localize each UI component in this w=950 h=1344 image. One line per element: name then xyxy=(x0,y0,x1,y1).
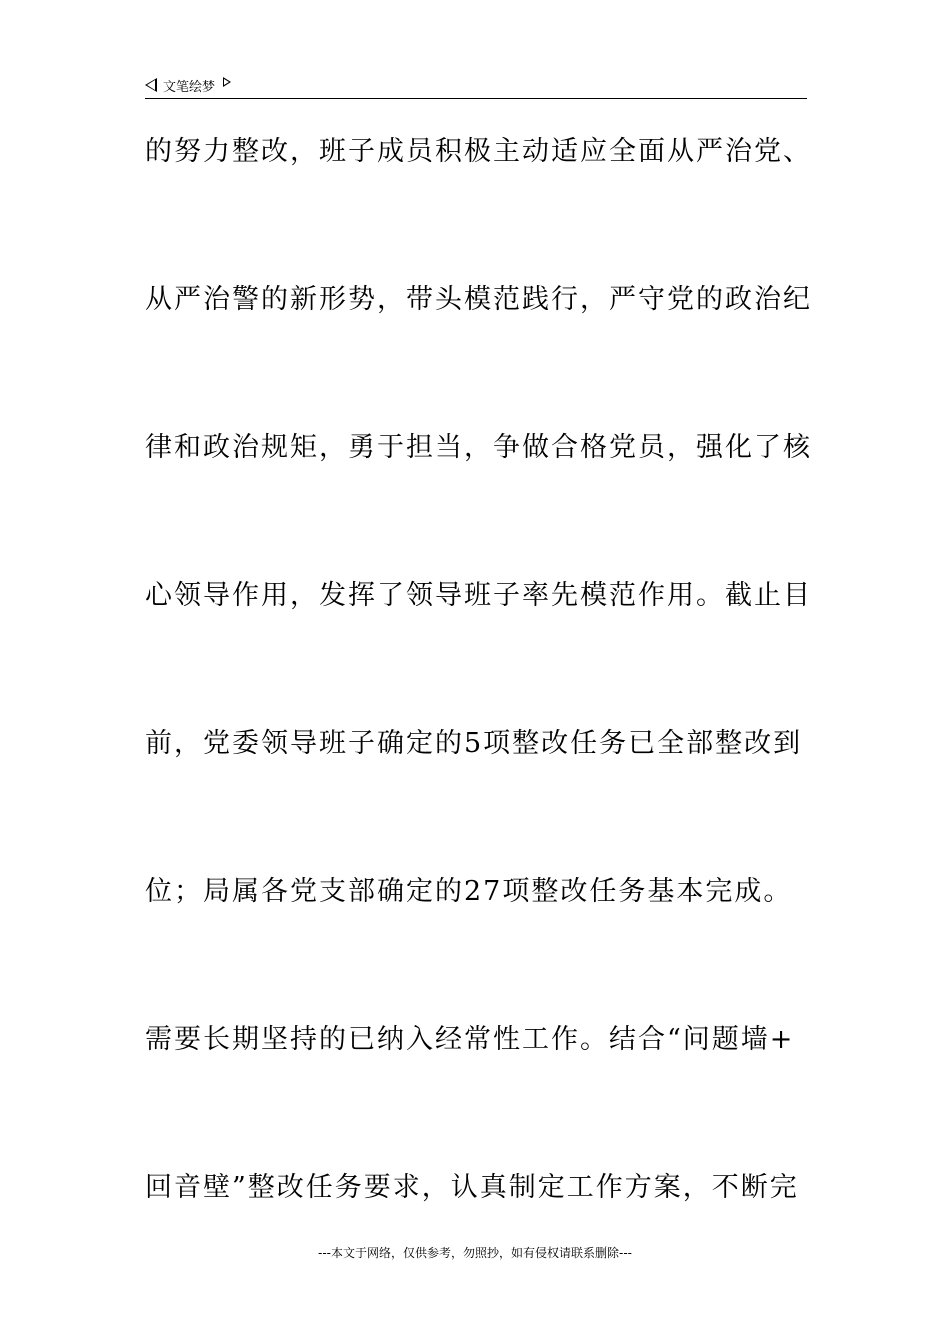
page-header xyxy=(145,72,807,98)
header-divider xyxy=(145,98,807,99)
triangle-left-icon xyxy=(145,78,157,92)
body-line: 前，党委领导班子确定的5项整改任务已全部整改到 xyxy=(145,728,803,759)
triangle-right-icon xyxy=(223,77,231,87)
body-line: 位；局属各党支部确定的27项整改任务基本完成。 xyxy=(145,876,793,907)
page-footer-disclaimer: ---本文于网络，仅供参考，勿照抄，如有侵权请联系删除--- xyxy=(318,1246,632,1260)
header-title: 文笔绘梦 xyxy=(163,79,216,95)
body-line: 回音壁”整改任务要求，认真制定工作方案，不断完 xyxy=(145,1172,799,1203)
body-line: 从严治警的新形势，带头模范践行，严守党的政治纪 xyxy=(145,284,812,315)
body-line: 需要长期坚持的已纳入经常性工作。结合“问题墙+ xyxy=(145,1024,795,1055)
body-line: 律和政治规矩，勇于担当，争做合格党员，强化了核 xyxy=(145,432,812,463)
body-line: 的努力整改，班子成员积极主动适应全面从严治党、 xyxy=(145,136,812,167)
body-line: 心领导作用，发挥了领导班子率先模范作用。截止目 xyxy=(145,580,812,611)
document-body xyxy=(145,128,812,1312)
